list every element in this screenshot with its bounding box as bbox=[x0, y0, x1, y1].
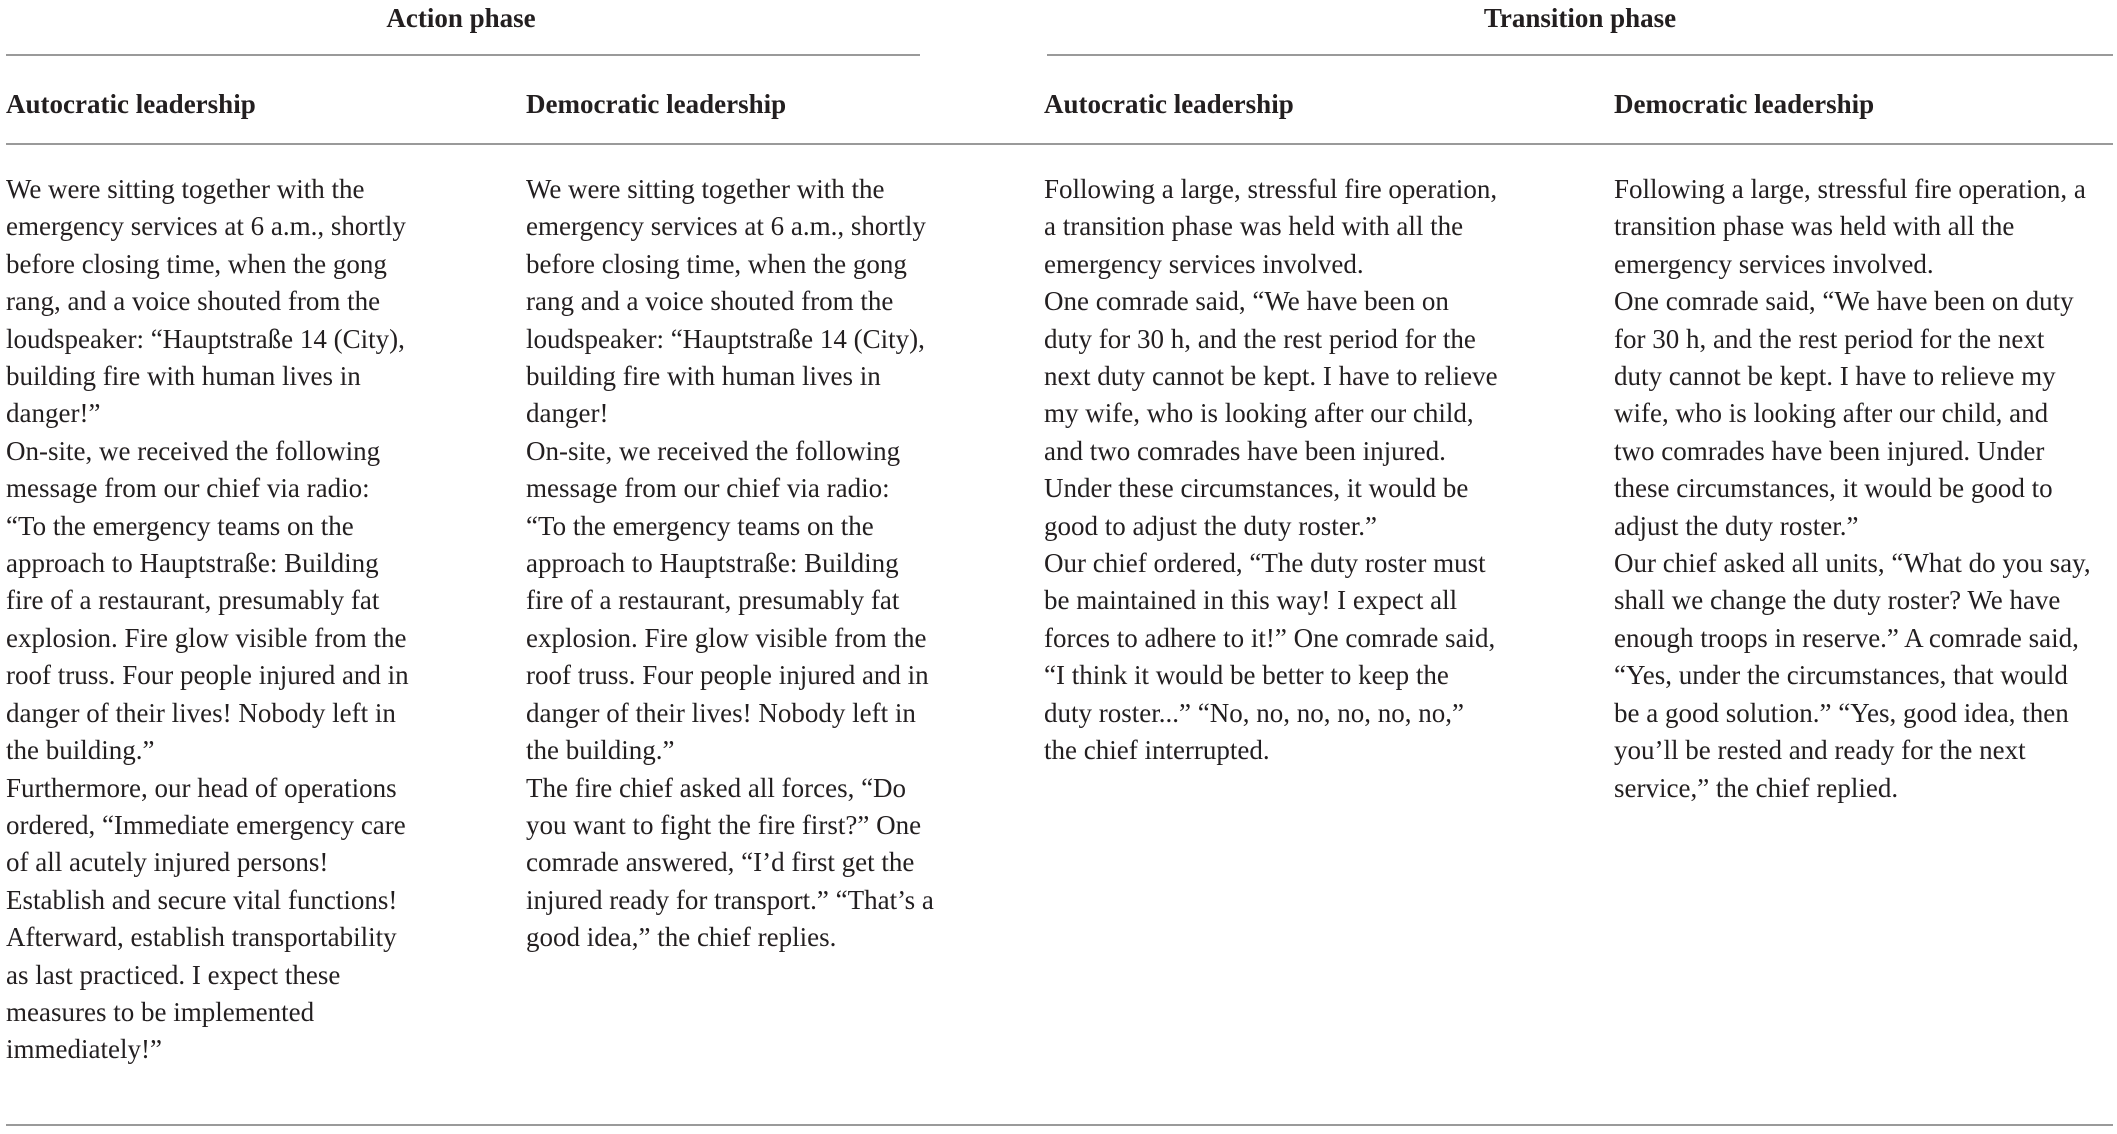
column-header-action-autocratic: Autocratic leadership bbox=[6, 89, 256, 119]
header-rule bbox=[6, 143, 2113, 145]
phase-title-action: Action phase bbox=[386, 3, 536, 33]
cell-paragraph: We were sitting together with the emergency services at 6 a.m., shortly before closing time, when the gong rang, and a voice shouted from the loudspeaker: “Hauptstraße 14 (City), building fire with human lives in danger!” bbox=[6, 174, 406, 429]
column-header-transition-democratic: Democratic leadership bbox=[1614, 89, 1875, 119]
column-header-action-democratic: Democratic leadership bbox=[526, 89, 787, 119]
cell-paragraph: One comrade said, “We have been on duty for 30 h, and the rest period for the next duty cannot be kept. I have to relieve my wife, who is looking after our child, and two comrades have been injured. Under these circumstances, it would be good to adjust the duty roster.” bbox=[1044, 286, 1498, 541]
cell-action-autocratic bbox=[6, 171, 413, 1069]
cell-paragraph: Following a large, stressful fire operation, a transition phase was held with all the emergency services involved. bbox=[1044, 174, 1498, 279]
bottom-rule bbox=[6, 1124, 2113, 1126]
cell-paragraph: Our chief ordered, “The duty roster must be maintained in this way! I expect all forces to adhere to it!” One comrade said, “I think it would be better to keep the duty roster...” “No, no, no, no, no, no,” the chief interrupted. bbox=[1044, 548, 1496, 766]
cell-paragraph: Following a large, stressful fire operation, a transition phase was held with all the emergency services involved. bbox=[1614, 174, 2086, 279]
cell-paragraph: The fire chief asked all forces, “Do you want to fight the fire first?” One comrade answered, “I’d first get the injured ready for transport.” “That’s a good idea,” the chief replies. bbox=[526, 772, 934, 953]
cell-action-democratic bbox=[526, 171, 936, 957]
phase-title-transition: Transition phase bbox=[1483, 3, 1677, 33]
phase-rule-action bbox=[6, 54, 920, 56]
cell-paragraph: One comrade said, “We have been on duty for 30 h, and the rest period for the next duty cannot be kept. I have to relieve my wife, who is looking after our child, and two comrades have been injured. Under these circumstances, it would be good to adjust the duty roster.” bbox=[1614, 286, 2074, 541]
cell-paragraph: On-site, we received the following message from our chief via radio: “To the emergency teams on the approach to Hauptstraße: Building fire of a restaurant, presumably fat explosion. Fire glow visible from the roof truss. Four people injured and in danger of their lives! Nobody left in the building.” bbox=[526, 435, 929, 766]
cell-transition-autocratic bbox=[1044, 171, 1500, 770]
cell-paragraph: Furthermore, our head of operations ordered, “Immediate emergency care of all acutely injured persons! Establish and secure vital functions! Afterward, establish transportability as last practiced. I expect these measures to be implemented immediately!” bbox=[6, 772, 406, 1065]
cell-paragraph: We were sitting together with the emergency services at 6 a.m., shortly before closing time, when the gong rang and a voice shouted from the loudspeaker: “Hauptstraße 14 (City), building fire with human lives in danger! bbox=[526, 174, 926, 429]
phase-rule-transition bbox=[1047, 54, 2113, 56]
column-header-transition-autocratic: Autocratic leadership bbox=[1044, 89, 1294, 119]
cell-paragraph: Our chief asked all units, “What do you say, shall we change the duty roster? We have enough troops in reserve.” A comrade said, “Yes, under the circumstances, that would be a good solution.” “Yes, good idea, then you’ll be rested and ready for the next service,” the chief replied. bbox=[1614, 548, 2091, 803]
cell-paragraph: On-site, we received the following message from our chief via radio: “To the emergency teams on the approach to Hauptstraße: Building fire of a restaurant, presumably fat explosion. Fire glow visible from the roof truss. Four people injured and in danger of their lives! Nobody left in the building.” bbox=[6, 435, 409, 766]
cell-transition-democratic bbox=[1614, 171, 2094, 807]
